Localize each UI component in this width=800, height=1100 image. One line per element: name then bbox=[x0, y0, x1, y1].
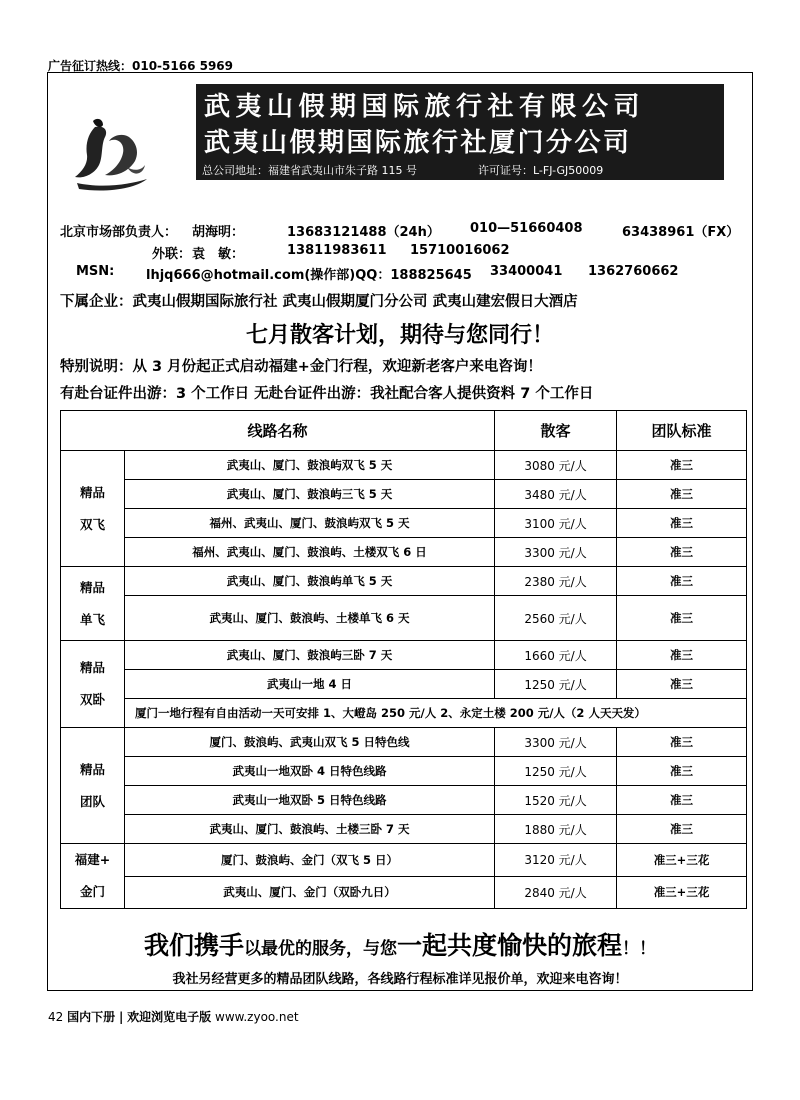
route-name: 武夷山、厦门、金门（双卧九日） bbox=[125, 876, 495, 909]
qq-number-3: 1362760662 bbox=[588, 264, 679, 279]
table-row bbox=[61, 596, 747, 641]
route-name: 武夷山、厦门、鼓浪屿单飞 5 天 bbox=[125, 567, 495, 596]
route-price: 3480 元/人 bbox=[495, 480, 617, 509]
route-name: 厦门、鼓浪屿、武夷山双飞 5 日特色线 bbox=[125, 728, 495, 757]
manager-phone-mobile: 13683121488（24h） bbox=[287, 225, 440, 240]
table-row bbox=[61, 567, 747, 596]
group-label: 精品 团队 bbox=[61, 728, 125, 844]
route-standard: 准三 bbox=[617, 815, 747, 844]
footer-separator: | bbox=[118, 1010, 124, 1024]
table-row bbox=[61, 538, 747, 567]
route-price: 1660 元/人 bbox=[495, 641, 617, 670]
route-name: 武夷山、厦门、鼓浪屿、土楼单飞 6 天 bbox=[125, 596, 495, 641]
permit-note: 有赴台证件出游：3 个工作日 无赴台证件出游：我社配合客人提供资料 7 个工作日 bbox=[60, 386, 594, 402]
group-label: 精品 双飞 bbox=[61, 451, 125, 567]
manager-phone-office: 010—51660408 bbox=[470, 221, 583, 236]
table-header-row bbox=[61, 411, 747, 451]
slogan-part-1: 我们携手 bbox=[143, 931, 244, 960]
route-price: 3300 元/人 bbox=[495, 538, 617, 567]
slogan-part-5: ！！ bbox=[622, 939, 657, 959]
special-note: 特别说明：从 3 月份起正式启动福建+金门行程，欢迎新老客户来电咨询！ bbox=[60, 359, 542, 375]
msn-label: MSN: bbox=[76, 264, 115, 279]
slogan-part-4: 愉快的旅程 bbox=[497, 931, 623, 960]
license-number: 许可证号：L-FJ-GJ50009 bbox=[478, 164, 604, 177]
liaison-phone-2: 15710016062 bbox=[410, 243, 510, 258]
section-name: 国内下册 bbox=[67, 1010, 116, 1024]
xiamen-extra-note: 厦门一地行程有自由活动一天可安排 1、大嶝岛 250 元/人 2、永定土楼 200 元/人（2 人天天发） bbox=[125, 699, 747, 728]
subsidiaries: 下属企业：武夷山假期国际旅行社 武夷山假期厦门分公司 武夷山建宏假日大酒店 bbox=[60, 294, 578, 310]
route-price: 2380 元/人 bbox=[495, 567, 617, 596]
route-standard: 准三 bbox=[617, 480, 747, 509]
route-name: 武夷山、厦门、鼓浪屿三卧 7 天 bbox=[125, 641, 495, 670]
branch-name: 武夷山假期国际旅行社厦门分公司 bbox=[204, 128, 632, 158]
company-logo-icon bbox=[65, 115, 155, 195]
route-price: 2560 元/人 bbox=[495, 596, 617, 641]
route-name: 武夷山一地双卧 4 日特色线路 bbox=[125, 757, 495, 786]
browse-text: 欢迎浏览电子版 bbox=[127, 1010, 212, 1024]
msn-qq-value: lhjq666@hotmail.com(操作部)QQ：188825645 bbox=[146, 268, 472, 283]
route-name: 福州、武夷山、厦门、鼓浪屿、土楼双飞 6 日 bbox=[125, 538, 495, 567]
route-standard: 准三 bbox=[617, 451, 747, 480]
manager-name: 胡海明： bbox=[192, 225, 245, 240]
table-row bbox=[61, 670, 747, 699]
group-label: 精品 双卧 bbox=[61, 641, 125, 728]
company-name: 武夷山假期国际旅行社有限公司 bbox=[204, 92, 646, 122]
route-name: 武夷山、厦门、鼓浪屿三飞 5 天 bbox=[125, 480, 495, 509]
route-name: 福州、武夷山、厦门、鼓浪屿双飞 5 天 bbox=[125, 509, 495, 538]
qq-number-2: 33400041 bbox=[490, 264, 563, 279]
liaison-label: 外联： bbox=[152, 247, 192, 262]
route-price: 3300 元/人 bbox=[495, 728, 617, 757]
website-url: www.zyoo.net bbox=[215, 1010, 299, 1024]
manager-label: 北京市场部负责人： bbox=[60, 225, 178, 240]
table-row bbox=[61, 876, 747, 909]
route-price: 1880 元/人 bbox=[495, 815, 617, 844]
route-standard: 准三 bbox=[617, 538, 747, 567]
table-row bbox=[61, 757, 747, 786]
table-row bbox=[61, 699, 747, 728]
page-number: 42 bbox=[48, 1010, 64, 1024]
route-name: 武夷山一地双卧 5 日特色线路 bbox=[125, 786, 495, 815]
route-price: 3100 元/人 bbox=[495, 509, 617, 538]
table-row bbox=[61, 641, 747, 670]
group-label: 福建+ 金门 bbox=[61, 844, 125, 909]
company-banner bbox=[196, 84, 724, 180]
route-standard: 准三+三花 bbox=[617, 844, 747, 877]
route-name: 厦门、鼓浪屿、金门（双飞 5 日） bbox=[125, 844, 495, 877]
route-name: 武夷山、厦门、鼓浪屿、土楼三卧 7 天 bbox=[125, 815, 495, 844]
route-price: 1250 元/人 bbox=[495, 757, 617, 786]
head-office-address: 总公司地址：福建省武夷山市朱子路 115 号 bbox=[202, 164, 417, 177]
liaison-name: 袁 敏： bbox=[192, 247, 245, 262]
table-row bbox=[61, 844, 747, 877]
header-standard: 团队标准 bbox=[617, 411, 747, 451]
slogan bbox=[0, 926, 800, 962]
table-row bbox=[61, 509, 747, 538]
slogan-part-2: 以最优的服务，与您 bbox=[243, 939, 397, 959]
route-price: 3080 元/人 bbox=[495, 451, 617, 480]
header-price: 散客 bbox=[495, 411, 617, 451]
table-row bbox=[61, 451, 747, 480]
route-price: 1250 元/人 bbox=[495, 670, 617, 699]
manager-fax: 63438961（FX） bbox=[622, 225, 740, 240]
headline: 七月散客计划，期待与您同行！ bbox=[245, 323, 554, 348]
route-name: 武夷山一地 4 日 bbox=[125, 670, 495, 699]
route-table bbox=[60, 410, 747, 909]
route-standard: 准三 bbox=[617, 641, 747, 670]
ad-hotline: 广告征订热线：010-5166 5969 bbox=[48, 59, 234, 73]
route-standard: 准三 bbox=[617, 509, 747, 538]
slogan-part-3: 一起共度 bbox=[396, 931, 497, 960]
closing-note: 我社另经营更多的精品团队线路，各线路行程标准详见报价单，欢迎来电咨询！ bbox=[172, 972, 628, 987]
page-footer bbox=[48, 1008, 299, 1025]
route-standard: 准三 bbox=[617, 567, 747, 596]
route-standard: 准三 bbox=[617, 786, 747, 815]
group-label: 精品 单飞 bbox=[61, 567, 125, 641]
route-standard: 准三 bbox=[617, 596, 747, 641]
table-row bbox=[61, 786, 747, 815]
table-row bbox=[61, 728, 747, 757]
liaison-phone-1: 13811983611 bbox=[287, 243, 387, 258]
route-price: 2840 元/人 bbox=[495, 876, 617, 909]
route-price: 1520 元/人 bbox=[495, 786, 617, 815]
header-route: 线路名称 bbox=[61, 411, 495, 451]
route-standard: 准三 bbox=[617, 670, 747, 699]
table-row bbox=[61, 815, 747, 844]
route-standard: 准三 bbox=[617, 728, 747, 757]
table-row bbox=[61, 480, 747, 509]
route-price: 3120 元/人 bbox=[495, 844, 617, 877]
route-name: 武夷山、厦门、鼓浪屿双飞 5 天 bbox=[125, 451, 495, 480]
route-standard: 准三+三花 bbox=[617, 876, 747, 909]
route-standard: 准三 bbox=[617, 757, 747, 786]
